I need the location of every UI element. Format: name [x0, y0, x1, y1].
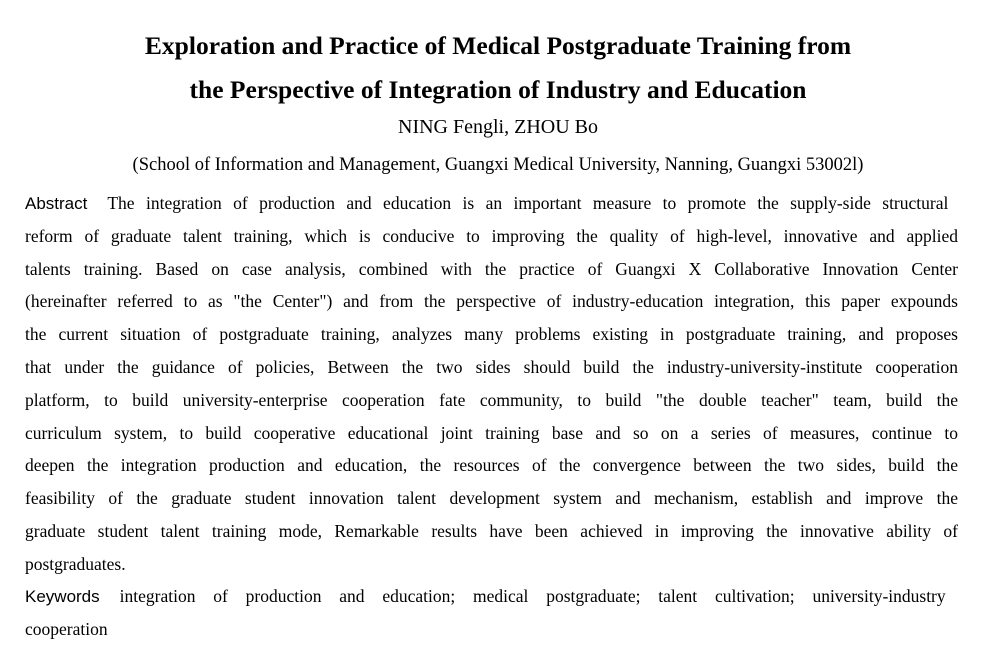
abstract-line: reform of graduate talent training, which is conducive to improving the quality of high-level, innovative and applied — [25, 226, 958, 246]
abstract-line: deepen the integration production and education, the resources of the convergence between the two sides, build the — [25, 455, 958, 475]
affiliation: (School of Information and Management, Guangxi Medical University, Nanning, Guangxi 53002l) — [132, 155, 864, 175]
abstract-label: Abstract — [25, 194, 88, 213]
keywords-text: integration of production and education; medical postgraduate; talent cultivation; university-industry — [119, 586, 946, 606]
abstract-line: talents training. Based on case analysis, combined with the practice of Guangxi X Collaborative Innovation Center — [25, 259, 958, 279]
keywords-label: Keywords — [25, 587, 100, 606]
abstract-line: that under the guidance of policies, Between the two sides should build the industry-university-institute cooperation — [25, 357, 958, 377]
keywords-line — [25, 585, 958, 608]
abstract-text: The integration of production and education is an important measure to promote the supply-side structural — [107, 193, 949, 213]
authors: NING Fengli, ZHOU Bo — [398, 116, 598, 138]
abstract-line — [25, 192, 958, 215]
abstract-line: feasibility of the graduate student innovation talent development system and mechanism, establish and improve the — [25, 488, 958, 508]
abstract-line: platform, to build university-enterprise cooperation fate community, to build "the double teacher" team, build the — [25, 390, 958, 410]
abstract-line: curriculum system, to build cooperative educational joint training base and so on a series of measures, continue to — [25, 423, 958, 443]
keywords-line: cooperation — [25, 619, 108, 639]
title-line-2: the Perspective of Integration of Industry and Education — [189, 75, 807, 104]
title-line-1: Exploration and Practice of Medical Postgraduate Training from — [144, 31, 852, 60]
abstract-line: graduate student talent training mode, Remarkable results have been achieved in improving the innovative ability of — [25, 521, 958, 541]
abstract-line: (hereinafter referred to as "the Center") and from the perspective of industry-education integration, this paper expounds — [25, 291, 958, 311]
abstract-line: postgraduates. — [25, 554, 126, 574]
abstract-line: the current situation of postgraduate training, analyzes many problems existing in postgraduate training, and proposes — [25, 324, 958, 344]
